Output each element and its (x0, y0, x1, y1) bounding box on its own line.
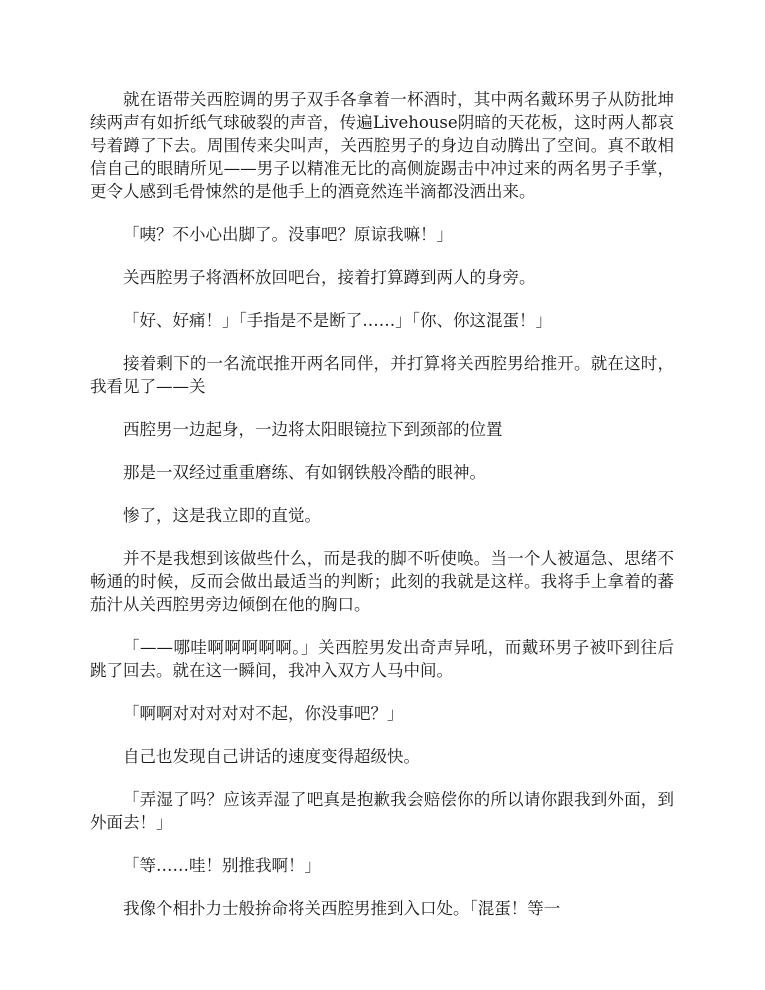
paragraph: 并不是我想到该做些什么，而是我的脚不听使唤。当一个人被逼急、思绪不畅通的时候，反而会做出最适当的判断；此刻的我就是这样。我将手上拿着的蕃茄汁从关西腔男旁边倾倒在他的胸口。 (90, 549, 674, 614)
body-text (90, 88, 674, 940)
paragraph: 关西腔男子将酒杯放回吧台，接着打算蹲到两人的身旁。 (123, 268, 536, 287)
paragraph: 那是一双经过重重磨练、有如钢铁般冷酷的眼神。 (123, 463, 486, 482)
paragraph: 「等……哇！别推我啊！」 (123, 856, 321, 875)
paragraph: 「好、好痛！」「手指是不是断了……」「你、你这混蛋！」 (123, 311, 552, 330)
paragraph: 我像个相扑力士般拚命将关西腔男推到入口处。「混蛋！等一 (123, 899, 561, 918)
paragraph: 自己也发现自己讲话的速度变得超级快。 (123, 747, 420, 766)
paragraph: 「弄湿了吗？应该弄湿了吧真是抱歉我会赔偿你的所以请你跟我到外面，到外面去！」 (90, 790, 674, 832)
paragraph: 「咦？不小心出脚了。没事吧？原谅我嘛！」 (123, 225, 453, 244)
paragraph: 就在语带关西腔调的男子双手各拿着一杯酒时，其中两名戴环男子从防批坤续两声有如折纸气球破裂的声音，传遍Livehouse阴暗的天花板，这时两人都哀号着蹲了下去。周围传来尖叫声，关西腔男子的身边自动腾出了空间。真不敢相信自己的眼睛所见——男子以精准无比的高侧旋踢击中冲过来的两名男子手掌，更令人感到毛骨悚然的是他手上的酒竟然连半滴都没洒出来。 (90, 90, 674, 201)
paragraph: 西腔男一边起身，一边将太阳眼镜拉下到颈部的位置 (123, 420, 503, 439)
paragraph: 惨了，这是我立即的直觉。 (123, 506, 321, 525)
paragraph: 「啊啊对对对对对不起，你没事吧？」 (123, 704, 404, 723)
paragraph: 「——哪哇啊啊啊啊啊。」关西腔男发出奇声异吼，而戴环男子被吓到往后跳了回去。就在这一瞬间，我冲入双方人马中间。 (90, 638, 674, 680)
paragraph: 接着剩下的一名流氓推开两名同伴，并打算将关西腔男给推开。就在这时，我看见了——关 (90, 354, 674, 396)
